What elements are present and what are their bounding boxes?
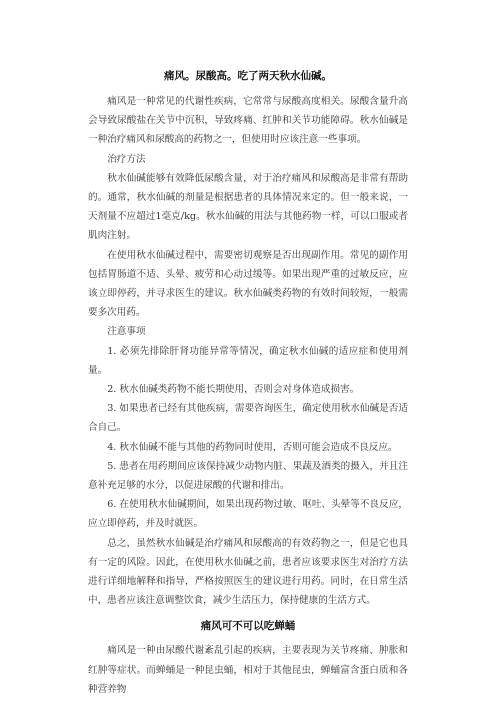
section2-title: 痛风可不可以吃蝉蛹 xyxy=(200,620,296,633)
intro-paragraph: 痛风是一种常见的代谢性疾病，它常常与尿酸高度相关。尿酸含量升高会导致尿酸盐在关节中沉积，导致疼痛、红肿和关节功能障碍。秋水仙碱是一种治疗痛风和尿酸高的药物之一，但使用时应该注意一些事项。 xyxy=(88,96,408,146)
note-item-3: 3. 如果患者已经有其他疾病，需要咨询医生，确定使用秋水仙碱是否适合自己。 xyxy=(88,403,408,434)
section2-paragraph: 痛风是一种由尿酸代谢紊乱引起的疾病，主要表现为关节疼痛、肿胀和红肿等症状。而蝉蛹是一种昆虫蛹，相对于其他昆虫，蝉蛹富含蛋白质和各种营养物 xyxy=(88,645,408,695)
section-heading-notes: 注意事项 xyxy=(107,326,146,338)
note-item-4: 4. 秋水仙碱不能与其他的药物同时使用，否则可能会造成不良反应。 xyxy=(107,441,398,453)
treatment-paragraph-1: 秋水仙碱能够有效降低尿酸含量，对于治疗痛风和尿酸高是非常有帮助的。通常，秋水仙碱的剂量是根据患者的具体情况来定的。但一般来说，一天剂量不应超过1毫克/kg。秋水仙碱的用法与其他药物一样，可以口服或者肌肉注射。 xyxy=(88,172,408,242)
treatment-paragraph-2: 在使用秋水仙碱过程中，需要密切观察是否出现副作用。常见的副作用包括胃肠道不适、头晕、疲劳和心动过缓等。如果出现严重的过敏反应，应该立即停药，并寻求医生的建议。秋水仙碱类药物的有效时间较短，一般需要多次用药。 xyxy=(88,249,408,319)
note-item-6: 6. 在使用秋水仙碱期间，如果出现药物过敏、呕吐、头晕等不良反应，应立即停药，并及时就医。 xyxy=(88,499,408,530)
note-item-2: 2. 秋水仙碱类药物不能长期使用，否则会对身体造成损害。 xyxy=(107,384,360,396)
note-item-5: 5. 患者在用药期间应该保持减少动物内脏、果蔬及酒类的摄入，并且注意补充足够的水分，以促进尿酸的代谢和排出。 xyxy=(88,460,408,492)
conclusion-paragraph: 总之，虽然秋水仙碱是治疗痛风和尿酸高的有效药物之一，但是它也具有一定的风险。因此，在使用秋水仙碱之前，患者应该要求医生对治疗方法进行详细地解释和指导，严格按照医生的建议进行用药。同时，在日常生活中，患者应该注意调整饮食，减少生活压力，保持健康的生活方式。 xyxy=(88,537,408,607)
note-item-1: 1. 必须先排除肝肾功能异常等情况，确定秋水仙碱的适应症和使用剂量。 xyxy=(88,345,408,376)
section-heading-treatment: 治疗方法 xyxy=(107,153,146,165)
document-page xyxy=(88,0,408,699)
document-title: 痛风。尿酸高。吃了两天秋水仙碱。 xyxy=(164,70,332,82)
